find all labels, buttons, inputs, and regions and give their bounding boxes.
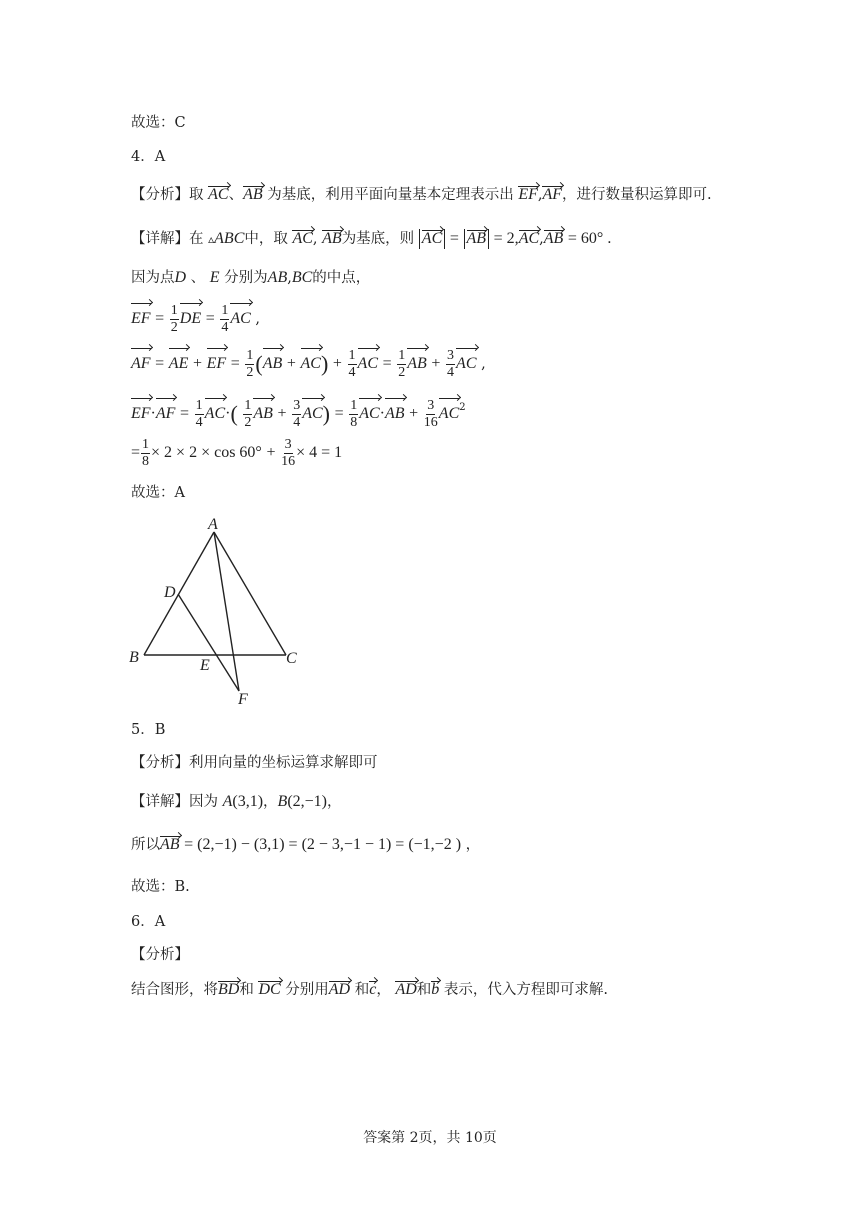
q5-detail: 【详解】因为 A(3,1)，B(2,−1)， — [131, 793, 342, 810]
q5-calc: 所以AB = (2,−1) − (3,1) = (2 − 3,−1 − 1) = (−1,−2 ) ， — [131, 836, 481, 853]
point-a-label: A — [208, 516, 218, 533]
question-6-answer: 6．A — [131, 914, 166, 930]
point-e-label: E — [200, 657, 210, 674]
triangle-figure — [120, 510, 320, 710]
question-5-answer: 5．B — [131, 722, 166, 738]
question-4-answer: 4．A — [131, 149, 166, 165]
eq-ef: EF = $\frac{1}{2}$ DE = $\frac{1}{4}$ AC , — [131, 302, 261, 335]
eq-af: AF = AE + EF = $\frac{1}{2}$ (AB + AC) + $\frac{1}{4}$ AC = $\frac{1}{2}$ AB + $\frac{3}{4}$ AC , — [131, 347, 486, 380]
q4-detail: 【详解】在 ▵ABC中，取 AC, AB为基底，则 AC = AB = 2,AC,AB = 60° . — [131, 230, 612, 247]
point-c-label: C — [286, 650, 297, 667]
answer-select-b: 故选：B. — [131, 879, 190, 895]
point-f-label: F — [238, 691, 248, 708]
answer-select-c: 故选：C — [131, 115, 186, 131]
q6-analysis: 【分析】 — [131, 947, 189, 963]
q4-because: 因为点D 、 E 分别为AB,BC的中点， — [131, 269, 371, 286]
q6-combine: 结合图形，将BD和 DC 分别用AD 和c， AD和b 表示，代入方程即可求解. — [131, 981, 608, 998]
q4-analysis: 【分析】取 AC、AB 为基底，利用平面向量基本定理表示出 EF,AF，进行数量积运算即可. — [131, 186, 712, 203]
eq-dot-product: EF·AF = $\frac{1}{4}$ AC·( $\frac{1}{2}$ AB + $\frac{3}{4}$ AC) = $\frac{1}{8}$ AC·AB + $\frac{3}{16}$ $AC^2$ — [131, 397, 466, 430]
point-d-label: D — [164, 584, 176, 601]
page-footer: 答案第 2页，共 10页 — [363, 1130, 497, 1146]
answer-select-a: 故选：A — [131, 485, 185, 501]
point-b-label: B — [129, 649, 139, 666]
eq-result: = $\frac{1}{8}$ × 2 × 2 × cos 60° + $\frac{3}{16}$ × 4 = 1 — [131, 436, 343, 469]
q5-analysis: 【分析】利用向量的坐标运算求解即可 — [131, 755, 378, 771]
